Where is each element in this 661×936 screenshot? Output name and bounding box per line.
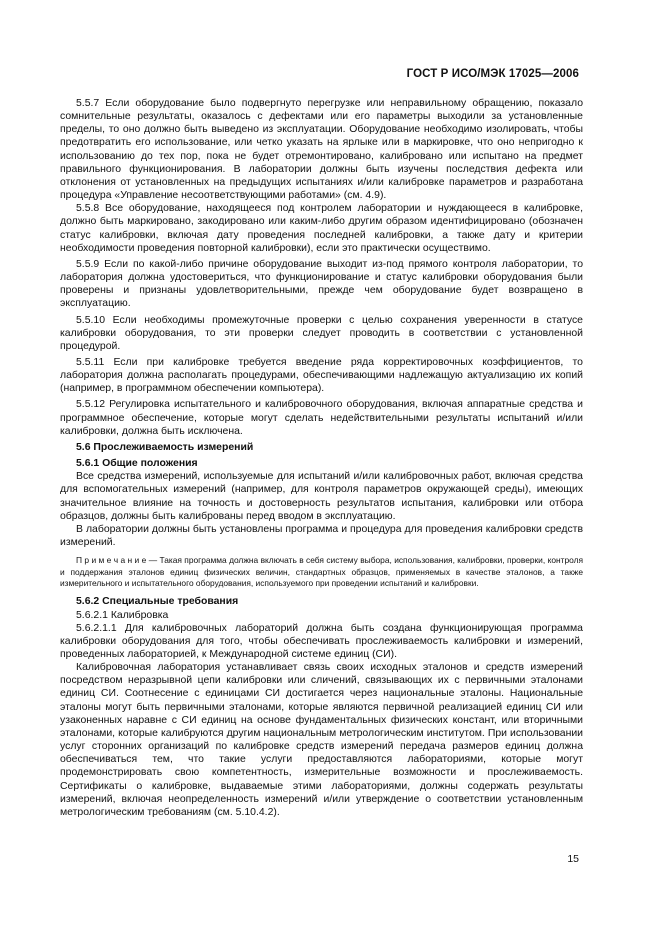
subsection-heading-5-6-2: 5.6.2 Специальные требования [76,596,239,608]
paragraph-5-5-8: 5.5.8 Все оборудование, находящееся под контролем лаборатории и нуждающееся в калибровке, должно быть маркировано, закодировано или каким-либо другим образом идентифицировано (обозначен статус калибровки, включая дату проведения последней калибровки, а также дату и критерии необходимости проведения повторной калибровки), если это практически осуществимо. [60,203,583,254]
document-body [60,97,583,819]
note-text: — Такая программа должна включать в себя систему выбора, использования, калибровки, проверки, контроля и поддержания эталонов единиц физических величин, стандартных образцов, применяемых в качестве эталонов, а также измерительного и испытательного оборудования, используемого при проведении испытаний и калибровки. [60,555,583,588]
paragraph-5-5-11: 5.5.11 Если при калибровке требуется введение ряда корректировочных коэффициентов, то лаборатория должна располагать процедурами, обеспечивающими надлежащую актуализацию их копий (например, в программном обеспечении компьютера). [60,356,583,395]
paragraph-5-6-2-1-2: Калибровочная лаборатория устанавливает связь своих исходных эталонов и средств измерений посредством неразрывной цепи калибровки или сличений, связывающих их с первичными эталонами единиц СИ. Соотнесение с единицами СИ достигается через национальные эталоны. Национальные эталоны могут быть первичными эталонами, которые являются первичной реализацией единиц СИ или узаконенных наравне с СИ единиц на основе фундаментальных физических констант, или вторичными эталонами, которые калибруются другим национальным метрологическим институтом. При использовании услуг сторонних организаций по калибровке средств измерений передача размеров единиц должна обеспечиваться тем, что такие услуги предоставляются лабораториями, которые могут продемонстрировать свою компетентность, измерительные возможности и прослеживаемость. Сертификаты о калибровке, выдаваемые этими лабораториями, должны содержать результаты измерений, включая неопределенность измерений и/или утверждение о соответствии установленным метрологическим требованиям (см. 5.10.4.2). [60,662,583,818]
page-number: 15 [567,853,579,865]
note-label: П р и м е ч а н и е [76,555,147,566]
paragraph-5-5-10: 5.5.10 Если необходимы промежуточные проверки с целью сохранения уверенности в статусе калибровки оборудования, то эти проверки следует проводить в соответствии с установленной процедурой. [60,314,583,352]
note [60,555,583,589]
subsection-heading-5-6-1: 5.6.1 Общие положения [76,458,198,470]
paragraph-5-5-7: 5.5.7 Если оборудование было подвергнуто перегрузке или неправильному обращению, показало сомнительные результаты, оказалось с дефектами или его параметры выходили за установленные пределы, то оно должно быть выведено из эксплуатации. Оборудование необходимо изолировать, чтобы предотвратить его использование, или четко указать на ярлыке или в маркировке, что оно непригодно к использованию до тех пор, пока не будет отремонтировано, калибровано или испытано на предмет правильного функционирования. В лаборатории должны быть изучены последствия дефекта или отклонения от установленных на предыдущих испытаниях и/или калибровке параметров и разработана процедура «Управление несоответствующими работами» (см. 4.9). [60,98,583,202]
paragraph-5-6-2-1-1: 5.6.2.1.1 Для калибровочных лабораторий должна быть создана функционирующая программа калибровки оборудования для того, чтобы обеспечивать прослеживаемость калибровки и измерений, проведенных лабораторией, к Международной системе единиц (СИ). [60,622,583,660]
paragraph-5-5-12: 5.5.12 Регулировка испытательного и калибровочного оборудования, включая аппаратные средства и программное обеспечение, которые могут сделать недействительными результаты испытаний и/или калибровки, должна быть исключена. [60,399,583,437]
paragraph-5-5-9: 5.5.9 Если по какой-либо причине оборудование выходит из-под прямого контроля лаборатории, то лаборатория должна удостовериться, что функционирование и статус калибровки оборудования были проверены и признаны удовлетворительными, прежде чем оборудование будет возвращено в эксплуатацию. [60,258,583,310]
document-header: ГОСТ Р ИСО/МЭК 17025—2006 [406,68,579,80]
section-heading-5-6: 5.6 Прослеживаемость измерений [76,441,254,453]
paragraph-5-6-1-b: В лаборатории должны быть установлены программа и процедура для проведения калибровки средств измерений. [60,523,583,548]
subsection-heading-5-6-2-1: 5.6.2.1 Калибровка [76,609,169,621]
paragraph-5-6-1-a: Все средства измерений, используемые для испытаний и/или калибровочных работ, включая средства для вспомогательных измерений (например, для контроля параметров окружающей среды), имеющих значительное влияние на точность и достоверность результатов испытания, калибровки или отбора образцов, должны быть калиброваны перед вводом в эксплуатацию. [60,471,583,522]
